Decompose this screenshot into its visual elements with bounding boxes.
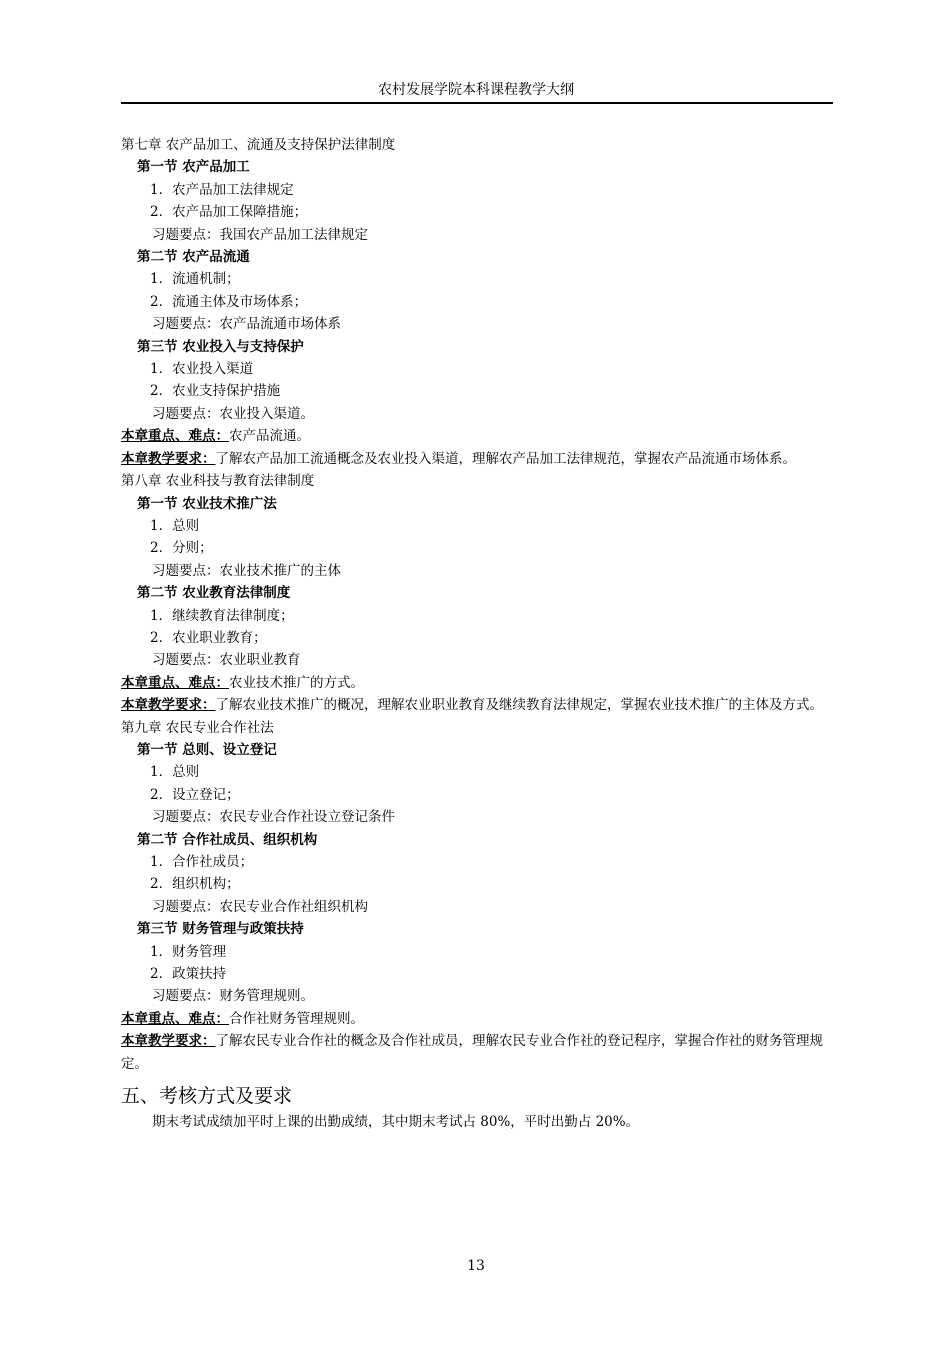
exercise-point: 习题要点：农民专业合作社设立登记条件 xyxy=(152,809,395,826)
exercise-point: 习题要点：农民专业合作社组织机构 xyxy=(152,898,368,915)
key-points-label: 本章重点、难点： xyxy=(121,674,229,691)
exercise-point: 习题要点：农业投入渠道。 xyxy=(152,405,314,422)
page-number: 13 xyxy=(467,1258,485,1274)
chapter-requirements xyxy=(121,448,833,470)
exercise-point: 习题要点：农业技术推广的主体 xyxy=(152,562,341,579)
list-item: 1．合作社成员； xyxy=(150,854,254,870)
exercise-point: 习题要点：财务管理规则。 xyxy=(152,988,314,1005)
section-title: 第一节 农业技术推广法 xyxy=(137,495,277,512)
chapter-requirements xyxy=(121,694,833,716)
exercise-point: 习题要点：农产品流通市场体系 xyxy=(152,316,341,333)
list-item: 2．分则； xyxy=(150,540,213,557)
section-title: 第三节 农业投入与支持保护 xyxy=(137,338,304,355)
chapter-key-points xyxy=(121,672,833,694)
list-item: 2．农业职业教育； xyxy=(150,629,267,646)
list-item: 2．组织机构； xyxy=(150,876,240,893)
list-item: 2．设立登记； xyxy=(150,786,240,803)
chapter-requirements xyxy=(121,1030,833,1075)
list-item: 2．农业支持保护措施 xyxy=(150,383,281,400)
requirements-text: 了解农产品加工流通概念及农业投入渠道，理解农产品加工法律规范，掌握农产品流通市场体系。 xyxy=(215,450,796,467)
section-title: 第二节 农业教育法律制度 xyxy=(137,585,291,602)
list-item: 2．农产品加工保障措施； xyxy=(150,204,308,221)
list-item: 1．财务管理 xyxy=(150,943,227,960)
chapter-key-points xyxy=(121,1008,833,1030)
section-title: 第二节 合作社成员、组织机构 xyxy=(137,831,318,848)
chapter-title: 第九章 农民专业合作社法 xyxy=(121,719,274,736)
section-heading: 五、考核方式及要求 xyxy=(121,1085,293,1108)
requirements-label: 本章教学要求： xyxy=(121,697,216,714)
list-item: 2．政策扶持 xyxy=(150,966,227,983)
key-points-text: 合作社财务管理规则。 xyxy=(229,1010,364,1027)
key-points-text: 农业技术推广的方式。 xyxy=(229,674,364,691)
requirements-text: 了解农民专业合作社的概念及合作社成员，理解农民专业合作社的登记程序，掌握合作社的财务管理规定。 xyxy=(121,1033,823,1072)
section-title: 第一节 总则、设立登记 xyxy=(137,741,277,758)
exercise-point: 习题要点：农业职业教育 xyxy=(152,652,301,669)
list-item: 1．农产品加工法律规定 xyxy=(150,181,294,198)
chapter-title: 第七章 农产品加工、流通及支持保护法律制度 xyxy=(121,137,396,153)
header-rule xyxy=(121,102,833,104)
list-item: 1．总则 xyxy=(150,517,200,534)
section-title: 第一节 农产品加工 xyxy=(137,159,250,176)
key-points-text: 农产品流通。 xyxy=(229,428,310,445)
requirements-text: 了解农业技术推广的概况，理解农业职业教育及继续教育法律规定，掌握农业技术推广的主体及方式。 xyxy=(215,697,823,714)
list-item: 1．农业投入渠道 xyxy=(150,361,254,378)
requirements-label: 本章教学要求： xyxy=(121,1033,216,1050)
section-title: 第三节 财务管理与政策扶持 xyxy=(137,921,304,938)
section-title: 第二节 农产品流通 xyxy=(137,249,250,266)
assessment-text: 期末考试成绩加平时上课的出勤成绩，其中期末考试占 80%，平时出勤占 20%。 xyxy=(152,1114,640,1131)
list-item: 1．总则 xyxy=(150,764,200,781)
page-content xyxy=(121,134,833,1133)
list-item: 1．继续教育法律制度； xyxy=(150,607,294,624)
exercise-point: 习题要点：我国农产品加工法律规定 xyxy=(152,226,368,243)
requirements-label: 本章教学要求： xyxy=(121,450,216,467)
chapter-title: 第八章 农业科技与教育法律制度 xyxy=(121,473,315,490)
page-header: 农村发展学院本科课程教学大纲 xyxy=(378,82,574,98)
key-points-label: 本章重点、难点： xyxy=(121,1010,229,1027)
key-points-label: 本章重点、难点： xyxy=(121,428,229,445)
chapter-key-points xyxy=(121,425,833,447)
list-item: 1．流通机制； xyxy=(150,271,240,288)
list-item: 2．流通主体及市场体系； xyxy=(150,293,308,310)
